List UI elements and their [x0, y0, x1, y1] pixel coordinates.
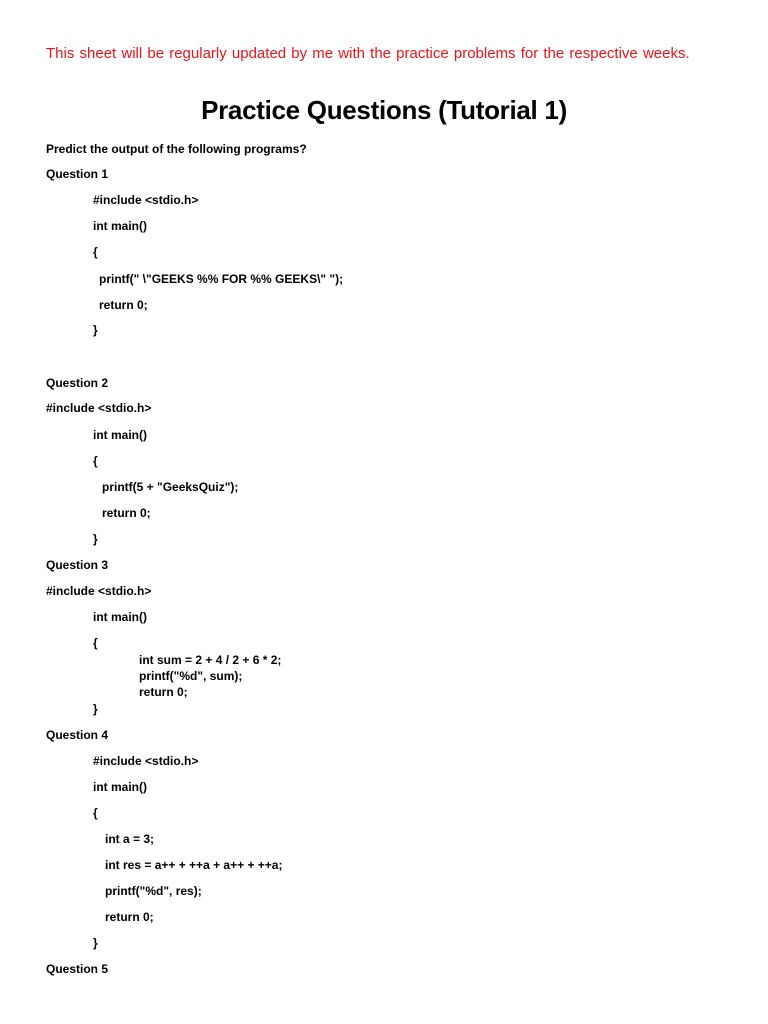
code-line: #include <stdio.h>	[93, 193, 199, 207]
question-4-heading: Question 4	[46, 728, 109, 742]
question-5-heading: Question 5	[46, 962, 109, 976]
code-line: int main()	[93, 610, 147, 624]
code-line: printf(5 + "GeeksQuiz");	[102, 480, 239, 494]
code-line: }	[93, 532, 98, 546]
code-line: {	[93, 454, 98, 468]
question-2-heading: Question 2	[46, 376, 109, 390]
code-line: }	[93, 702, 98, 716]
code-line: int res = a++ + ++a + a++ + ++a;	[105, 858, 283, 872]
code-line: int main()	[93, 780, 147, 794]
intro-text: Predict the output of the following programs?	[46, 142, 307, 156]
page-title: Practice Questions (Tutorial 1)	[201, 95, 567, 125]
code-line: #include <stdio.h>	[46, 584, 152, 598]
code-line: return 0;	[102, 506, 151, 520]
code-line: printf("%d", sum);	[139, 669, 243, 683]
code-line: int main()	[93, 219, 147, 233]
code-line: printf("%d", res);	[105, 884, 202, 898]
update-notice: This sheet will be regularly updated by me with the practice problems for the respective weeks.	[46, 45, 690, 62]
question-3-heading: Question 3	[46, 558, 109, 572]
question-1-heading: Question 1	[46, 167, 109, 181]
code-line: printf(" \"GEEKS %% FOR %% GEEKS\" ");	[99, 272, 344, 286]
code-line: {	[93, 245, 98, 259]
code-line: return 0;	[139, 685, 188, 699]
code-line: int a = 3;	[105, 832, 155, 846]
code-line: int sum = 2 + 4 / 2 + 6 * 2;	[139, 653, 282, 667]
code-line: #include <stdio.h>	[46, 401, 152, 415]
code-line: return 0;	[105, 910, 154, 924]
code-line: }	[93, 936, 98, 950]
code-line: {	[93, 636, 98, 650]
code-line: #include <stdio.h>	[93, 754, 199, 768]
code-line: }	[93, 323, 98, 337]
code-line: {	[93, 806, 98, 820]
code-line: return 0;	[99, 298, 148, 312]
code-line: int main()	[93, 428, 147, 442]
